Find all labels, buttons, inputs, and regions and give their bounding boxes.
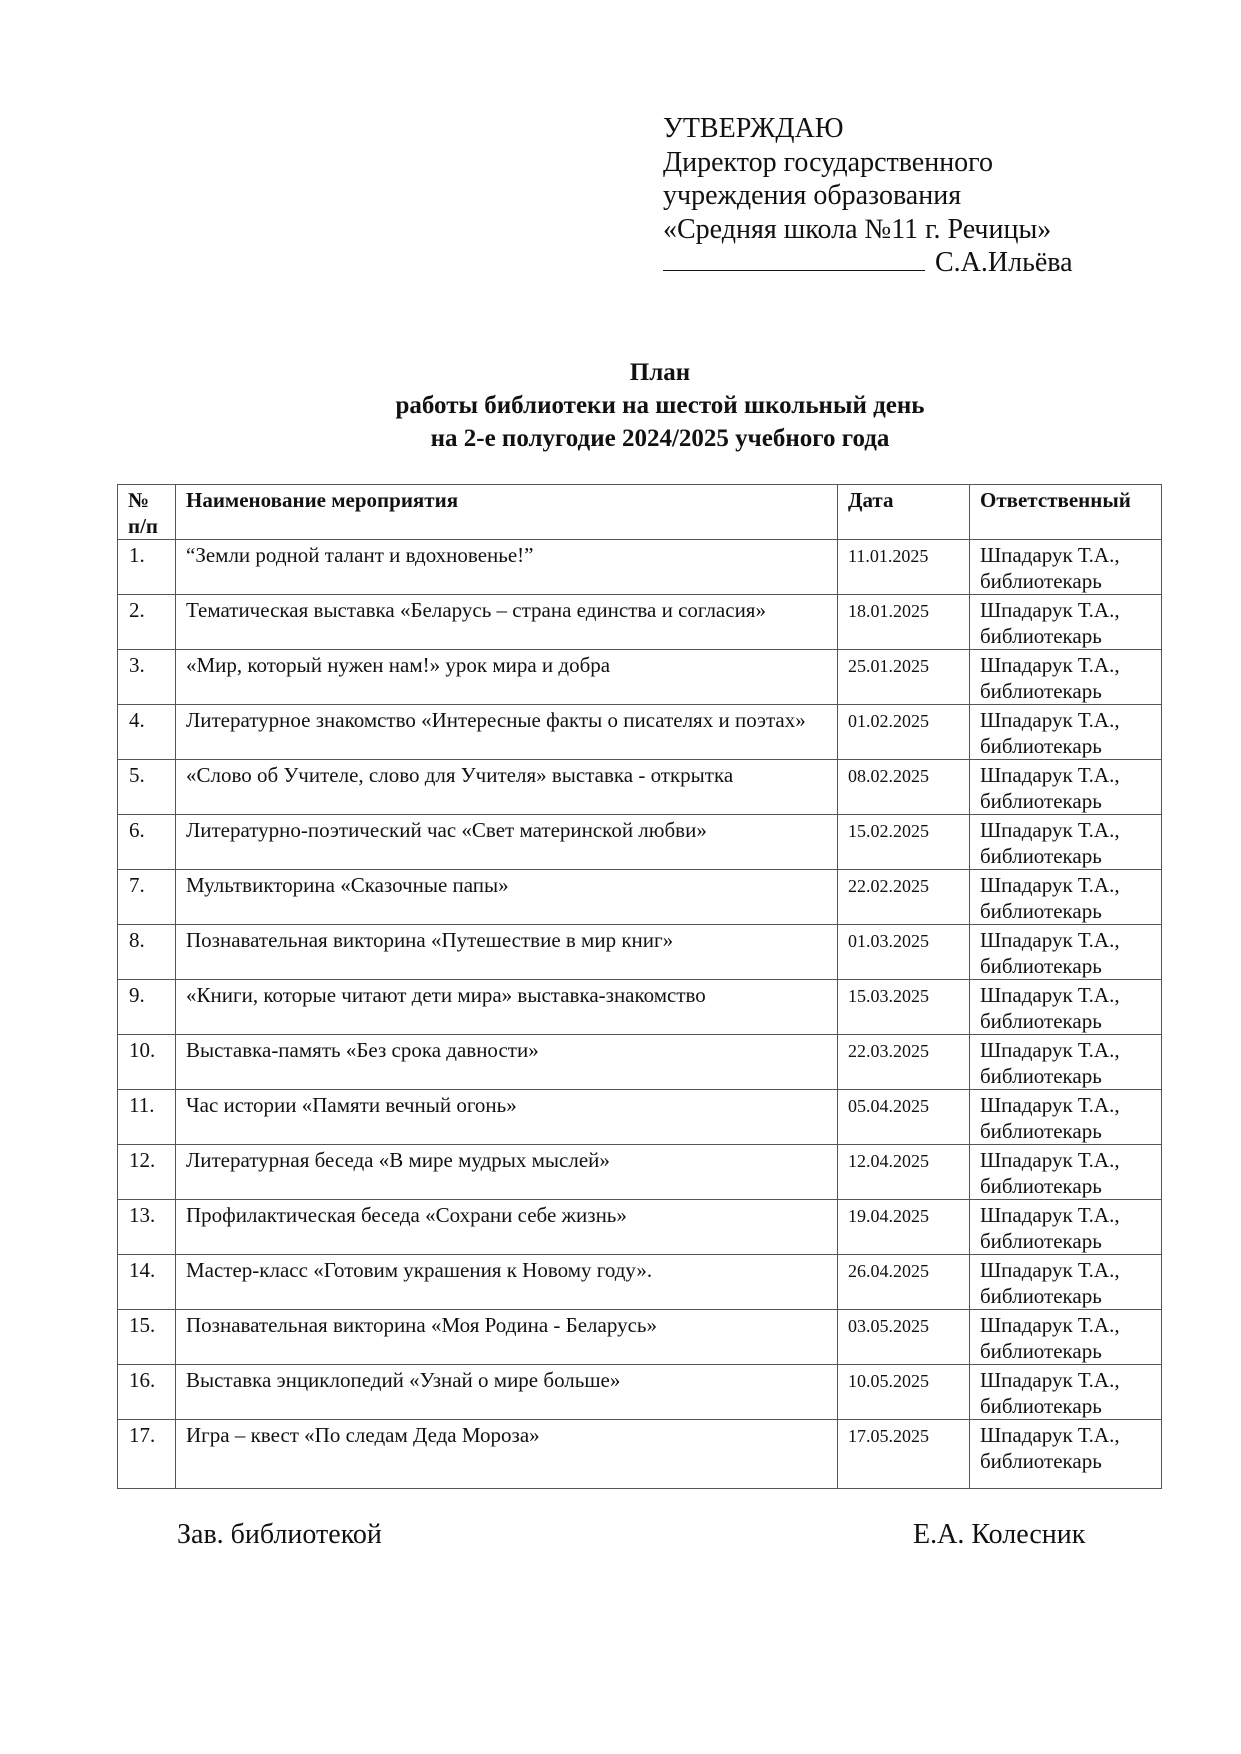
approval-school-name: «Средняя школа №11 г. Речицы»: [663, 213, 1052, 245]
row-responsible: Шпадарук Т.А., библиотекарь: [970, 650, 1162, 705]
row-number: 9.: [118, 980, 176, 1035]
table-row: [118, 760, 1162, 815]
row-number: 3.: [118, 650, 176, 705]
table-row: [118, 705, 1162, 760]
row-date: 10.05.2025: [838, 1365, 970, 1420]
table-row: [118, 925, 1162, 980]
approval-block: [663, 112, 1183, 280]
approval-signature-name: С.А.Ильёва: [935, 247, 1073, 278]
row-date: 05.04.2025: [838, 1090, 970, 1145]
row-event-name: Профилактическая беседа «Сохрани себе жизнь»: [176, 1200, 838, 1255]
row-responsible: Шпадарук Т.А., библиотекарь: [970, 760, 1162, 815]
row-responsible: Шпадарук Т.А., библиотекарь: [970, 1310, 1162, 1365]
row-responsible: Шпадарук Т.А., библиотекарь: [970, 1035, 1162, 1090]
row-date: 11.01.2025: [838, 540, 970, 595]
footer-position: Зав. библиотекой: [177, 1519, 382, 1550]
row-date: 15.03.2025: [838, 980, 970, 1035]
row-number: 7.: [118, 870, 176, 925]
row-number: 5.: [118, 760, 176, 815]
row-date: 01.02.2025: [838, 705, 970, 760]
row-responsible: Шпадарук Т.А., библиотекарь: [970, 1420, 1162, 1489]
title-line-2: работы библиотеки на шестой школьный день: [395, 392, 925, 419]
row-number: 4.: [118, 705, 176, 760]
row-number: 2.: [118, 595, 176, 650]
row-responsible: Шпадарук Т.А., библиотекарь: [970, 870, 1162, 925]
row-responsible: Шпадарук Т.А., библиотекарь: [970, 1365, 1162, 1420]
approval-heading: УТВЕРЖДАЮ: [663, 113, 844, 144]
row-date: 08.02.2025: [838, 760, 970, 815]
row-event-name: Мастер-класс «Готовим украшения к Новому году».: [176, 1255, 838, 1310]
row-event-name: «Мир, который нужен нам!» урок мира и добра: [176, 650, 838, 705]
row-date: 01.03.2025: [838, 925, 970, 980]
header-date: Дата: [838, 485, 970, 540]
row-responsible: Шпадарук Т.А., библиотекарь: [970, 1145, 1162, 1200]
row-number: 8.: [118, 925, 176, 980]
row-date: 17.05.2025: [838, 1420, 970, 1489]
table-row: [118, 595, 1162, 650]
table-row: [118, 980, 1162, 1035]
table-row: [118, 815, 1162, 870]
table-body: [118, 540, 1162, 1489]
row-event-name: Выставка энциклопедий «Узнай о мире больше»: [176, 1365, 838, 1420]
row-date: 22.03.2025: [838, 1035, 970, 1090]
row-number: 12.: [118, 1145, 176, 1200]
row-responsible: Шпадарук Т.А., библиотекарь: [970, 540, 1162, 595]
row-event-name: Тематическая выставка «Беларусь – страна единства и согласия»: [176, 595, 838, 650]
table-row: [118, 650, 1162, 705]
row-event-name: Час истории «Памяти вечный огонь»: [176, 1090, 838, 1145]
row-number: 16.: [118, 1365, 176, 1420]
title-line-3: на 2-е полугодие 2024/2025 учебного года: [430, 425, 890, 452]
row-event-name: Игра – квест «По следам Деда Мороза»: [176, 1420, 838, 1489]
table-row: [118, 1200, 1162, 1255]
row-date: 15.02.2025: [838, 815, 970, 870]
title-line-1: План: [629, 359, 691, 386]
table-row: [118, 1420, 1162, 1489]
table-row: [118, 1090, 1162, 1145]
table-header-row: [118, 485, 1162, 540]
row-number: 13.: [118, 1200, 176, 1255]
row-date: 22.02.2025: [838, 870, 970, 925]
table-row: [118, 1035, 1162, 1090]
row-number: 17.: [118, 1420, 176, 1489]
row-responsible: Шпадарук Т.А., библиотекарь: [970, 980, 1162, 1035]
approval-position: Директор государственного: [663, 146, 993, 178]
row-event-name: Литературное знакомство «Интересные факты о писателях и поэтах»: [176, 705, 838, 760]
header-number: № п/п: [118, 485, 176, 540]
row-responsible: Шпадарук Т.А., библиотекарь: [970, 595, 1162, 650]
row-number: 6.: [118, 815, 176, 870]
row-event-name: Мультвикторина «Сказочные папы»: [176, 870, 838, 925]
row-date: 18.01.2025: [838, 595, 970, 650]
row-date: 25.01.2025: [838, 650, 970, 705]
row-responsible: Шпадарук Т.А., библиотекарь: [970, 705, 1162, 760]
row-responsible: Шпадарук Т.А., библиотекарь: [970, 1090, 1162, 1145]
approval-institution: учреждения образования: [663, 180, 962, 211]
document-title: [0, 356, 1241, 455]
row-event-name: Познавательная викторина «Моя Родина - Беларусь»: [176, 1310, 838, 1365]
plan-table: [117, 484, 1162, 1489]
table-row: [118, 870, 1162, 925]
row-event-name: Познавательная викторина «Путешествие в мир книг»: [176, 925, 838, 980]
header-responsible: Ответственный: [970, 485, 1162, 540]
row-number: 14.: [118, 1255, 176, 1310]
row-event-name: “Земли родной талант и вдохновенье!”: [176, 540, 838, 595]
table-row: [118, 1255, 1162, 1310]
header-event-name: Наименование мероприятия: [176, 485, 838, 540]
row-date: 19.04.2025: [838, 1200, 970, 1255]
row-event-name: Литературно-поэтический час «Свет материнской любви»: [176, 815, 838, 870]
row-date: 03.05.2025: [838, 1310, 970, 1365]
row-responsible: Шпадарук Т.А., библиотекарь: [970, 1200, 1162, 1255]
row-date: 26.04.2025: [838, 1255, 970, 1310]
table-row: [118, 540, 1162, 595]
row-responsible: Шпадарук Т.А., библиотекарь: [970, 1255, 1162, 1310]
row-event-name: «Слово об Учителе, слово для Учителя» выставка - открытка: [176, 760, 838, 815]
row-event-name: Выставка-память «Без срока давности»: [176, 1035, 838, 1090]
table-row: [118, 1145, 1162, 1200]
row-date: 12.04.2025: [838, 1145, 970, 1200]
row-event-name: «Книги, которые читают дети мира» выставка-знакомство: [176, 980, 838, 1035]
row-number: 1.: [118, 540, 176, 595]
row-number: 10.: [118, 1035, 176, 1090]
table-row: [118, 1310, 1162, 1365]
table-row: [118, 1365, 1162, 1420]
row-responsible: Шпадарук Т.А., библиотекарь: [970, 925, 1162, 980]
row-number: 15.: [118, 1310, 176, 1365]
signature-line: [663, 246, 925, 271]
approval-signature-row: [663, 246, 1183, 280]
row-responsible: Шпадарук Т.А., библиотекарь: [970, 815, 1162, 870]
row-event-name: Литературная беседа «В мире мудрых мыслей»: [176, 1145, 838, 1200]
row-number: 11.: [118, 1090, 176, 1145]
footer-name: Е.А. Колесник: [913, 1519, 1086, 1550]
